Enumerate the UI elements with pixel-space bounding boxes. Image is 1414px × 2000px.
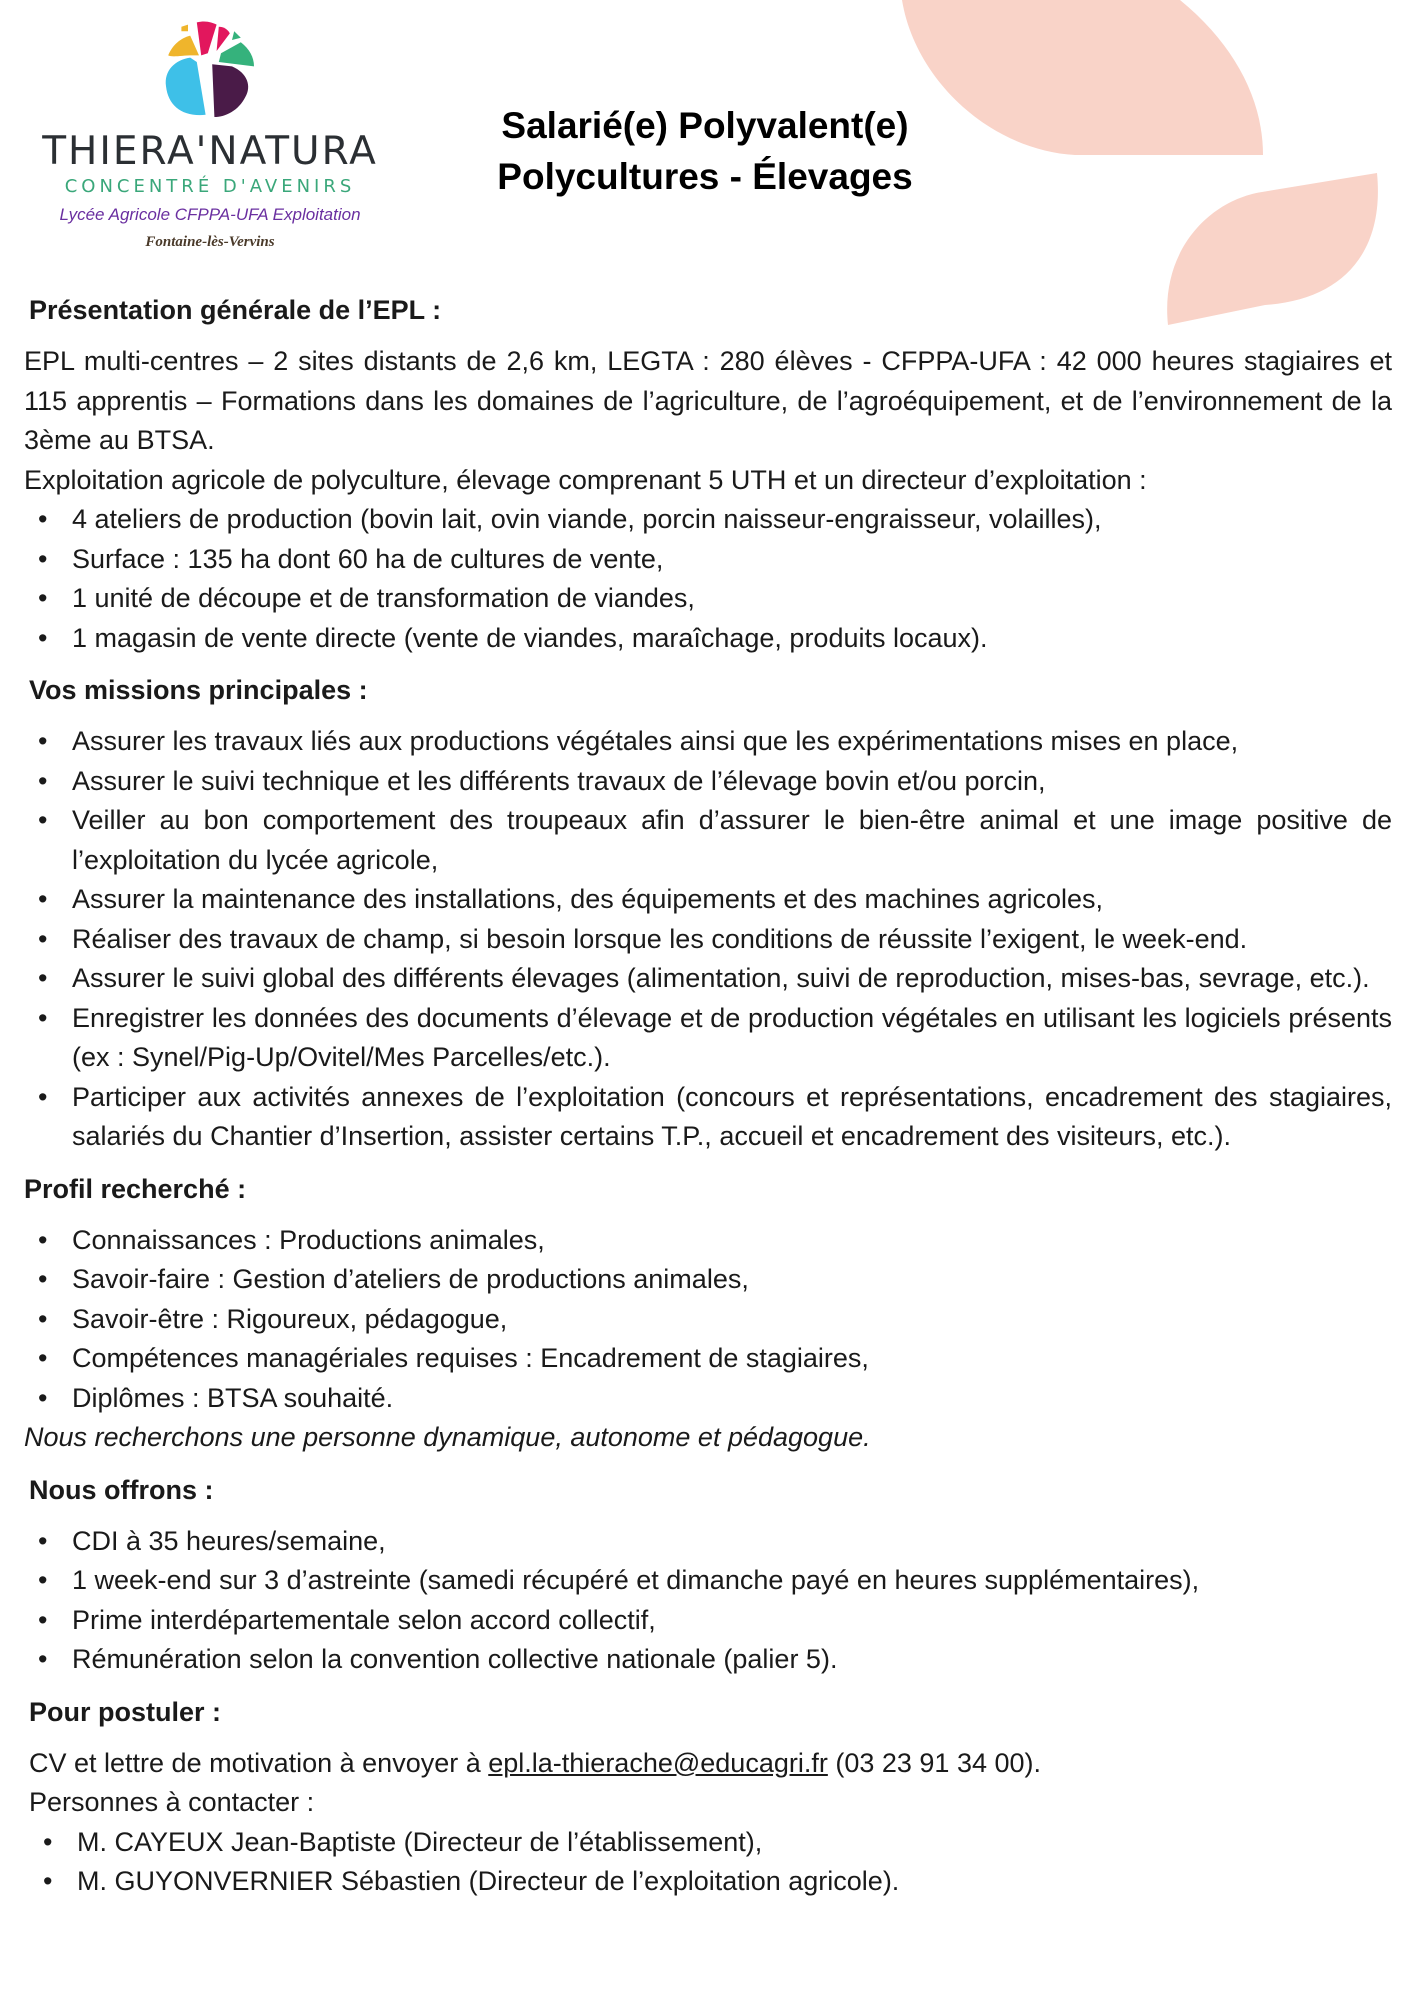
presentation-paragraph-1: EPL multi-centres – 2 sites distants de 2,6 km, LEGTA : 280 élèves - CFPPA-UFA : 42 000 heures stagiaires et 115 apprentis – Formations dans les domaines de l’agriculture, de l’agroéquipement, et de l’environnement de la 3ème au BTSA. [24,346,1392,455]
list-item: • 1 unité de découpe et de transformation de viandes, [24,579,1392,619]
profile-heading: Profil recherché : [24,1173,247,1204]
offer-list [24,1522,1392,1680]
apply-prefix: CV et lettre de motivation à envoyer à [29,1747,489,1778]
email-link[interactable]: epl.la-thierache@educagri.fr [488,1747,828,1778]
title-line-2: Polycultures - Élevages [497,156,913,197]
list-item: • 1 week-end sur 3 d’astreinte (samedi récupéré et dimanche payé en heures supplémentaires), [24,1561,1392,1601]
list-item: • 1 magasin de vente directe (vente de viandes, maraîchage, produits locaux). [24,619,1392,659]
apply-line [24,1744,1392,1784]
logo-name: THIERA'NATURA [42,129,378,174]
presentation-list [24,500,1392,658]
title-line-1: Salarié(e) Polyvalent(e) [501,105,909,146]
list-item: • M. CAYEUX Jean-Baptiste (Directeur de l’établissement), [29,1823,1392,1863]
missions-heading: Vos missions principales : [29,675,368,705]
list-item: • Savoir-faire : Gestion d’ateliers de productions animales, [24,1260,1392,1300]
list-item: • Savoir-être : Rigoureux, pédagogue, [24,1300,1392,1340]
logo-subtitle: Lycée Agricole CFPPA-UFA Exploitation [59,205,361,224]
contacts-list [24,1823,1392,1902]
list-item: • M. GUYONVERNIER Sébastien (Directeur de l’exploitation agricole). [29,1862,1392,1902]
tree-logo-icon [155,18,265,128]
list-item: • Compétences managériales requises : Encadrement de stagiaires, [24,1339,1392,1379]
list-item: • Assurer les travaux liés aux productions végétales ainsi que les expérimentations mises en place, [24,722,1392,762]
presentation-paragraph-2: Exploitation agricole de polyculture, élevage comprenant 5 UTH et un directeur d’exploitation : [24,464,1147,495]
list-item: • Prime interdépartementale selon accord collectif, [24,1601,1392,1641]
list-item: • CDI à 35 heures/semaine, [24,1522,1392,1562]
list-item: • Veiller au bon comportement des troupeaux afin d’assurer le bien-être animal et une image positive de l’exploitation du lycée agricole, [24,801,1392,880]
offer-heading: Nous offrons : [29,1474,214,1505]
missions-list [24,722,1392,1157]
logo-tagline: CONCENTRÉ D'AVENIRS [64,176,356,197]
list-item: • Connaissances : Productions animales, [24,1221,1392,1261]
contacts-label: Personnes à contacter : [29,1787,315,1817]
logo-town: Fontaine-lès-Vervins [145,234,275,250]
list-item: • Surface : 135 ha dont 60 ha de cultures de vente, [24,540,1392,580]
list-item: • 4 ateliers de production (bovin lait, ovin viande, porcin naisseur-engraisseur, volailles), [24,500,1392,540]
logo [20,18,400,268]
page-title [440,100,970,202]
profile-note: Nous recherchons une personne dynamique, autonome et pédagogue. [24,1422,871,1452]
apply-phone: (03 23 91 34 00). [827,1747,1041,1778]
apply-heading: Pour postuler : [29,1696,222,1727]
list-item: • Assurer la maintenance des installations, des équipements et des machines agricoles, [24,880,1392,920]
list-item: • Rémunération selon la convention collective nationale (palier 5). [24,1640,1392,1680]
presentation-heading: Présentation générale de l’EPL : [29,295,442,325]
list-item: • Diplômes : BTSA souhaité. [24,1379,1392,1419]
list-item: • Assurer le suivi global des différents élevages (alimentation, suivi de reproduction, mises-bas, sevrage, etc.). [24,959,1392,999]
job-description [24,290,1392,1902]
list-item: • Participer aux activités annexes de l’exploitation (concours et représentations, encadrement des stagiaires, salariés du Chantier d’Insertion, assister certains T.P., accueil et encadrement des visiteurs, etc.). [24,1078,1392,1157]
list-item: • Enregistrer les données des documents d’élevage et de production végétales en utilisant les logiciels présents (ex : Synel/Pig-Up/Ovitel/Mes Parcelles/etc.). [24,999,1392,1078]
list-item: • Assurer le suivi technique et les différents travaux de l’élevage bovin et/ou porcin, [24,762,1392,802]
list-item: • Réaliser des travaux de champ, si besoin lorsque les conditions de réussite l’exigent, le week-end. [24,920,1392,960]
profile-list [24,1221,1392,1419]
